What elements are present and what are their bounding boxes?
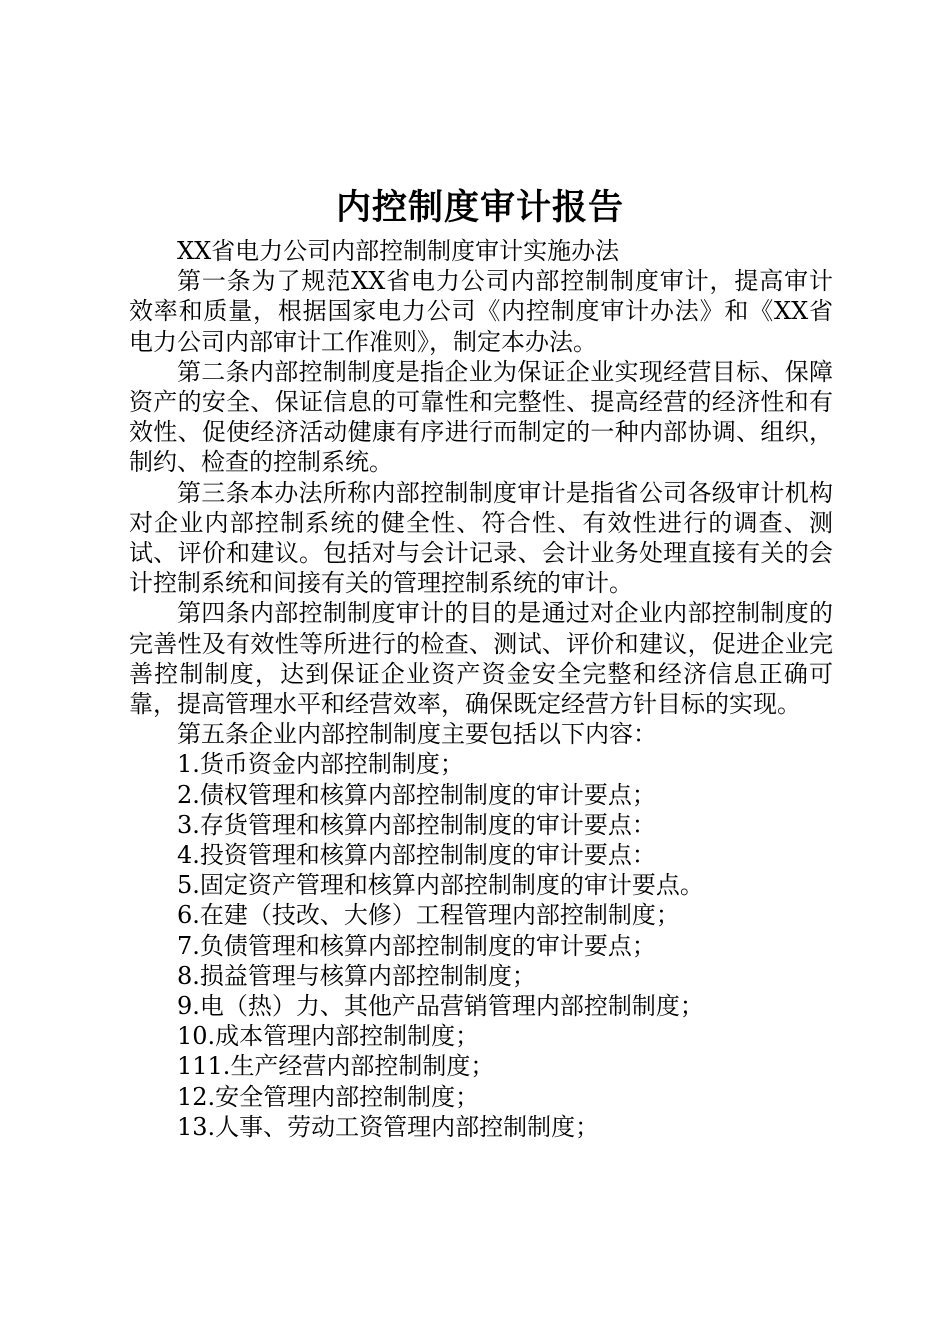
list-item: 1.货币资金内部控制制度； [177,750,464,779]
list-item: 2.债权管理和核算内部控制制度的审计要点； [177,780,656,809]
list-item: 3.存货管理和核算内部控制制度的审计要点： [177,810,656,839]
list-item: 4.投资管理和核算内部控制制度的审计要点： [177,841,656,870]
list-item: 10.成本管理内部控制制度； [177,1022,480,1051]
document-body [129,236,833,1142]
list-item: 7.负债管理和核算内部控制制度的审计要点； [177,931,656,960]
document-subtitle: XX省电力公司内部控制制度审计实施办法 [177,237,620,265]
article-3: 第三条本办法所称内部控制制度审计是指省公司各级审计机构对企业内部控制系统的健全性、符合性、有效性进行的调查、测试、评价和建议。包括对与会计记录、会计业务处理直接有关的会计控制系统和间接有关的管理控制系统的审计。 [129,478,833,598]
article-2: 第二条内部控制制度是指企业为保证企业实现经营目标、保障资产的安全、保证信息的可靠性和完整性、提高经营的经济性和有效性、促使经济活动健康有序进行而制定的一种内部协调、组织，制约、检查的控制系统。 [129,357,833,477]
list-item: 8.损益管理与核算内部控制制度； [177,961,536,990]
article-5: 第五条企业内部控制制度主要包括以下内容： [177,720,657,749]
article-4: 第四条内部控制制度审计的目的是通过对企业内部控制制度的完善性及有效性等所进行的检查、测试、评价和建议，促进企业完善控制制度，达到保证企业资产资金安全完整和经济信息正确可靠，提高管理水平和经营效率，确保既定经营方针目标的实现。 [129,599,833,719]
list-item: 12.安全管理内部控制制度； [177,1082,480,1111]
list-item: 13.人事、劳动工资管理内部控制制度； [177,1112,600,1141]
list-item: 6.在建（技改、大修）工程管理内部控制制度； [177,901,680,930]
list-item: 111.生产经营内部控制制度； [177,1052,495,1081]
list-item: 9.电（热）力、其他产品营销管理内部控制制度； [177,992,704,1021]
document-title: 内控制度审计报告 [335,187,624,228]
list-item: 5.固定资产管理和核算内部控制制度的审计要点。 [177,871,704,900]
article-1: 第一条为了规范XX省电力公司内部控制制度审计，提高审计效率和质量，根据国家电力公司《内控制度审计办法》和《XX省电力公司内部审计工作准则》，制定本办法。 [129,267,833,356]
